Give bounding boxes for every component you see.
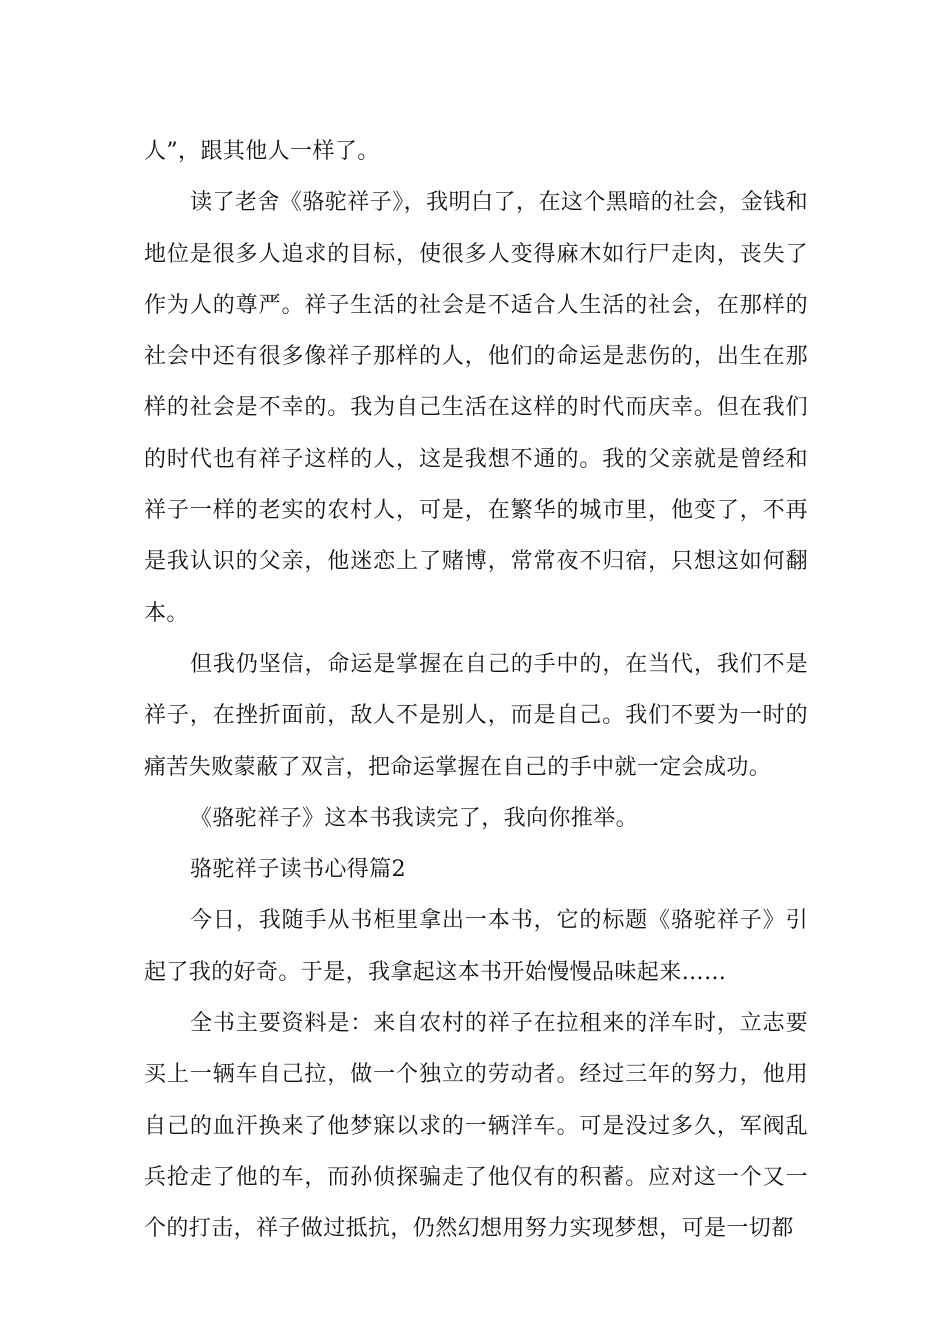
section-heading: 骆驼祥子读书心得篇2 [190, 857, 406, 883]
paragraph-continuation: 人”，跟其他人一样了。 [144, 139, 380, 164]
paragraph-reflection: 读了老舍《骆驼祥子》，我明白了，在这个黑暗的社会，金钱和地位是很多人追求的目标，使很多人变得麻木如行尸走肉，丧失了作为人的尊严。祥子生活的社会是不适合人生活的社会，在那样的社会中还有很多像祥子那样的人，他们的命运是悲伤的，出生在那样的社会是不幸的。我为自己生活在这样的时代而庆幸。但在我们的时代也有祥子这样的人，这是我想不通的。我的父亲就是曾经和祥子一样的老实的农村人，可是，在繁华的城市里，他变了，不再是我认识的父亲，他迷恋上了赌博，常常夜不归宿，只想这如何翻本。 [144, 190, 808, 626]
document-body [144, 126, 808, 1255]
paragraph-intro: 今日，我随手从书柜里拿出一本书，它的标题《骆驼祥子》引起了我的好奇。于是，我拿起这本书开始慢慢品味起来…… [144, 908, 808, 985]
paragraph-belief: 但我仍坚信，命运是掌握在自己的手中的，在当代，我们不是祥子，在挫折面前，敌人不是别人，而是自己。我们不要为一时的痛苦失败蒙蔽了双言，把命运掌握在自己的手中就一定会成功。 [144, 651, 808, 780]
paragraph-summary: 全书主要资料是：来自农村的祥子在拉租来的洋车时，立志要买上一辆车自己拉，做一个独立的劳动者。经过三年的努力，他用自己的血汗换来了他梦寐以求的一辆洋车。可是没过多久，军阀乱兵抢走了他的车，而孙侦探骗走了他仅有的积蓄。应对这一个又一个的打击，祥子做过抵抗，仍然幻想用努力实现梦想，可是一切都 [144, 1011, 808, 1242]
paragraph-recommendation: 《骆驼祥子》这本书我读完了，我向你推举。 [190, 805, 639, 831]
